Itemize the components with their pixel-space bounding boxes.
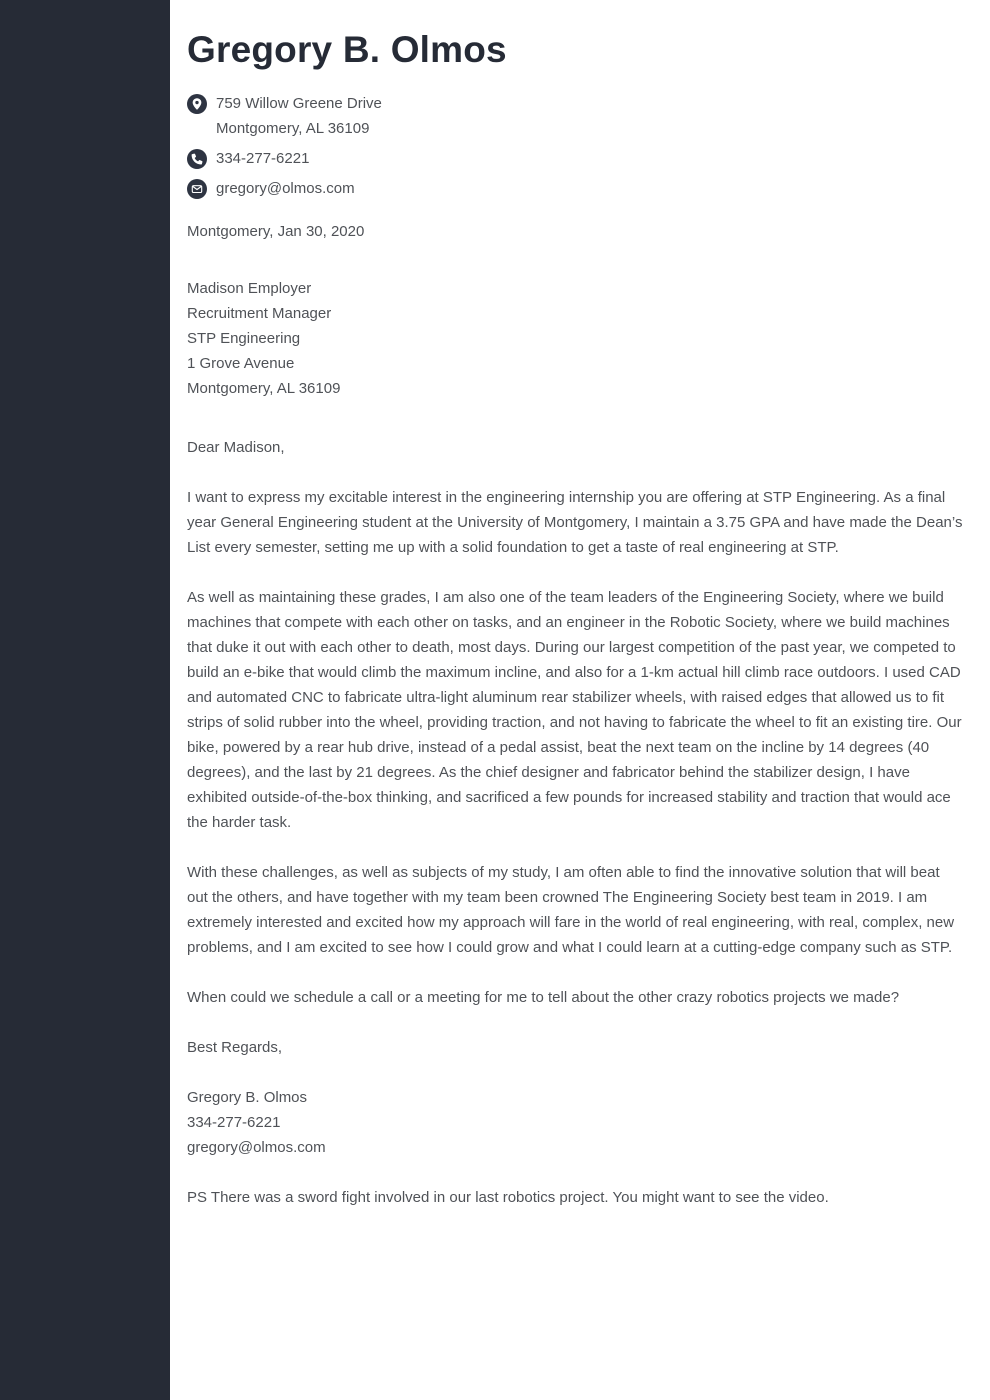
contact-address-line1: 759 Willow Greene Drive xyxy=(216,95,382,112)
date-line: Montgomery, Jan 30, 2020 xyxy=(187,223,365,240)
letter-paragraph-2: As well as maintaining these grades, I am also one of the team leaders of the Engineering Society, where we build machines that compete with each other on tasks, and an engineer in the Robotic Society, where we build machines that duke it out with each other to death, most days. During our largest competition of the past year, we competed to build an e-bike that would climb the maximum incline, and also for a 1-km actual hill climb race outdoors. I used CAD and automated CNC to fabricate ultra-light aluminum rear stabilizer wheels, with raised edges that allowed us to fit strips of solid rubber into the wheel, providing traction, and not having to fabricate the wheel to fit an existing tire. Our bike, powered by a rear hub drive, instead of a pedal assist, beat the next team on the incline by 14 degrees (40 degrees), and the last by 21 degrees. As the chief designer and fabricator behind the stabilizer design, I have exhibited outside-of-the-box thinking, and sacrificed a few pounds for increased stability and traction that would ace the harder task. xyxy=(187,589,962,831)
page-title: Gregory B. Olmos xyxy=(187,29,507,70)
location-pin-icon xyxy=(187,94,207,114)
contact-address xyxy=(216,91,382,141)
recipient-street: 1 Grove Avenue xyxy=(187,355,295,372)
letter-paragraph-1: I want to express my excitable interest in the engineering internship you are offering at STP Engineering. As a final year General Engineering student at the University of Montgomery, I maintain a 3.75 GPA and have made the Dean’s List every semester, setting me up with a solid foundation to get a taste of real engineering at STP. xyxy=(187,489,963,556)
signature-phone: 334-277-6221 xyxy=(187,1114,281,1131)
postscript-line: PS There was a sword fight involved in our last robotics project. You might want to see the video. xyxy=(187,1189,829,1206)
sidebar-accent-strip xyxy=(0,0,170,1400)
recipient-block xyxy=(187,276,963,401)
salutation: Dear Madison, xyxy=(187,439,285,456)
recipient-role: Recruitment Manager xyxy=(187,305,332,322)
recipient-name: Madison Employer xyxy=(187,280,312,297)
contact-phone-row xyxy=(187,146,963,171)
signature-email: gregory@olmos.com xyxy=(187,1139,326,1156)
contact-email: gregory@olmos.com xyxy=(216,180,355,197)
cover-letter xyxy=(187,0,963,1210)
contact-block xyxy=(187,91,963,201)
letter-paragraph-4: When could we schedule a call or a meeting for me to tell about the other crazy robotics projects we made? xyxy=(187,989,900,1006)
contact-address-line2: Montgomery, AL 36109 xyxy=(216,120,370,137)
contact-address-row xyxy=(187,91,963,141)
phone-icon xyxy=(187,149,207,169)
recipient-city: Montgomery, AL 36109 xyxy=(187,380,341,397)
letter-body xyxy=(187,485,963,1010)
contact-email-row xyxy=(187,176,963,201)
letter-paragraph-3: With these challenges, as well as subjects of my study, I am often able to find the innovative solution that will beat out the others, and have together with my team been crowned The Engineering Society best team in 2019. I am extremely interested and excited how my approach will fare in the world of real engineering, with real, complex, new problems, and I am excited to see how I could grow and what I could learn at a cutting-edge company such as STP. xyxy=(187,864,955,956)
signature-name: Gregory B. Olmos xyxy=(187,1089,308,1106)
envelope-icon xyxy=(187,179,207,199)
signature-block xyxy=(187,1085,963,1160)
contact-phone: 334-277-6221 xyxy=(216,150,310,167)
closing-line: Best Regards, xyxy=(187,1039,283,1056)
recipient-company: STP Engineering xyxy=(187,330,301,347)
